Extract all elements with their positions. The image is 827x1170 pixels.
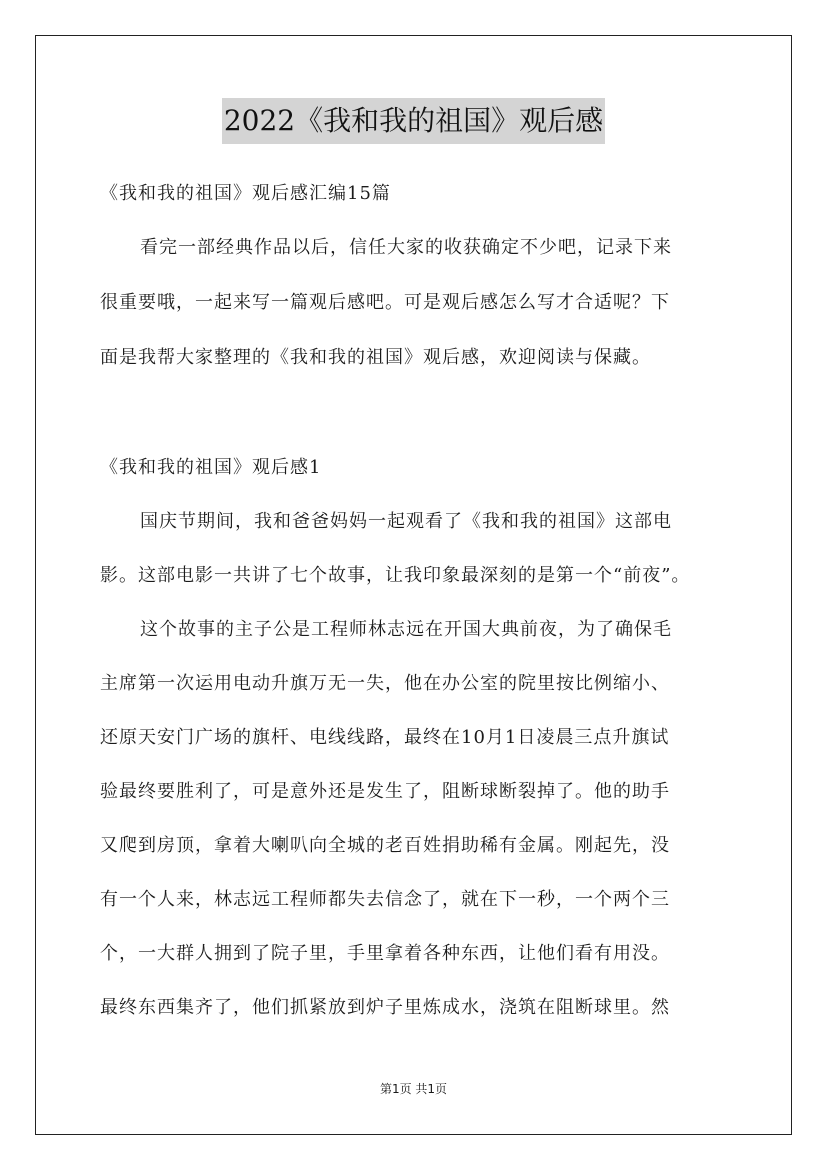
title-wrap — [0, 98, 827, 144]
subtitle: 《我和我的祖国》观后感汇编15篇 — [100, 183, 391, 204]
body-line-3: 这个故事的主子公是工程师林志远在开国大典前夜，为了确保毛 — [140, 619, 672, 640]
document-title: 2022《我和我的祖国》观后感 — [222, 98, 605, 144]
body-line-8: 有一个人来，林志远工程师都失去信念了，就在下一秒，一个两个三 — [100, 889, 670, 910]
section-heading: 《我和我的祖国》观后感1 — [100, 457, 322, 478]
body-line-2: 影。这部电影一共讲了七个故事，让我印象最深刻的是第一个“前夜”。 — [100, 565, 691, 586]
body-line-9: 个，一大群人拥到了院子里，手里拿着各种东西，让他们看有用没。 — [100, 943, 670, 964]
body-line-10: 最终东西集齐了，他们抓紧放到炉子里炼成水，浇筑在阻断球里。然 — [100, 997, 670, 1018]
intro-line-3: 面是我帮大家整理的《我和我的祖国》观后感，欢迎阅读与保藏。 — [100, 347, 651, 368]
page-footer: 第1页 共1页 — [379, 1082, 448, 1096]
body-line-5: 还原天安门广场的旗杆、电线线路，最终在10月1日凌晨三点升旗试 — [100, 727, 670, 748]
body-line-7: 又爬到房顶，拿着大喇叭向全城的老百姓捐助稀有金属。刚起先，没 — [100, 835, 670, 856]
intro-line-1: 看完一部经典作品以后，信任大家的收获确定不少吧，记录下来 — [140, 237, 672, 258]
intro-line-2: 很重要哦，一起来写一篇观后感吧。可是观后感怎么写才合适呢？下 — [100, 292, 670, 313]
body-line-1: 国庆节期间，我和爸爸妈妈一起观看了《我和我的祖国》这部电 — [140, 511, 672, 532]
body-line-6: 验最终要胜利了，可是意外还是发生了，阻断球断裂掉了。他的助手 — [100, 781, 670, 802]
body-line-4: 主席第一次运用电动升旗万无一失，他在办公室的院里按比例缩小、 — [100, 673, 670, 694]
